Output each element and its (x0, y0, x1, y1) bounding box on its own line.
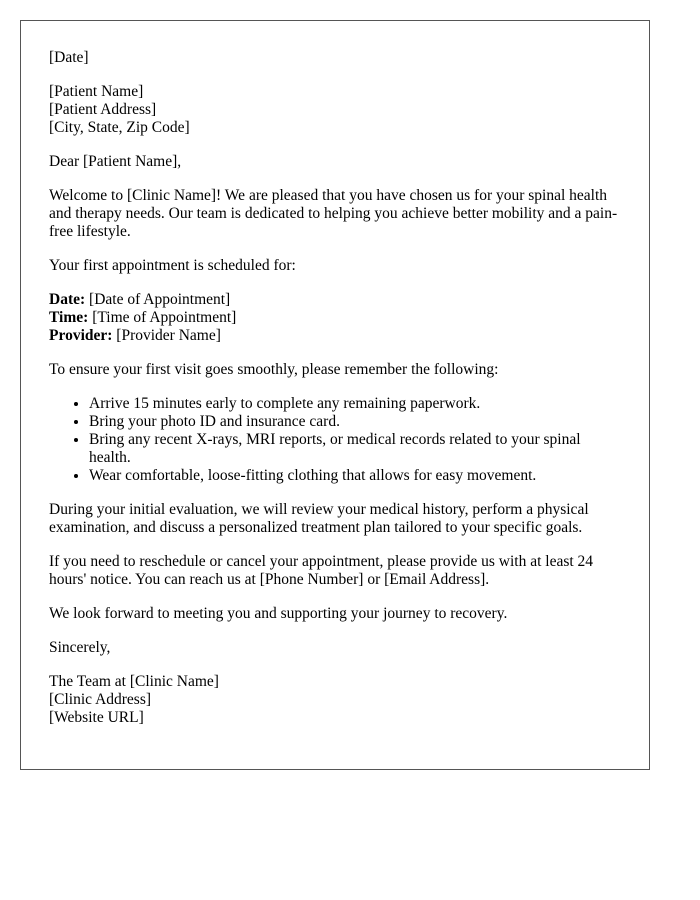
appointment-provider-value: [Provider Name] (116, 327, 221, 344)
appointment-intro: Your first appointment is scheduled for: (49, 257, 296, 274)
evaluation-paragraph: During your initial evaluation, we will review your medical history, perform a physical examination, and discuss a personalized treatment plan tailored to your specific goals. (49, 501, 589, 536)
recipient-block (49, 83, 621, 137)
reminder-item: • Bring any recent X-rays, MRI reports, or medical records related to your spinal health. (89, 431, 621, 467)
salutation: Dear [Patient Name], (49, 153, 182, 170)
signature-address: [Clinic Address] (49, 691, 152, 708)
appointment-provider-row (49, 327, 621, 345)
appointment-time-value: [Time of Appointment] (92, 309, 237, 326)
letter-body (49, 49, 621, 727)
reschedule-paragraph: If you need to reschedule or cancel your appointment, please provide us with at least 24 hours' notice. You can reach us at [Phone Number] or [Email Address]. (49, 553, 594, 588)
signature-block (49, 673, 621, 727)
appointment-date-row (49, 291, 621, 309)
recipient-name: [Patient Name] (49, 83, 144, 100)
recipient-address: [Patient Address] (49, 101, 157, 118)
reminder-item: • Arrive 15 minutes early to complete any remaining paperwork. (89, 395, 621, 413)
appointment-details (49, 291, 621, 345)
recipient-city-state-zip: [City, State, Zip Code] (49, 119, 190, 136)
appointment-time-row (49, 309, 621, 327)
reminder-item: • Bring your photo ID and insurance card. (89, 413, 621, 431)
appointment-provider-label: Provider: (49, 327, 113, 344)
appointment-date-value: [Date of Appointment] (89, 291, 231, 308)
signature-website: [Website URL] (49, 709, 144, 726)
appointment-time-label: Time: (49, 309, 89, 326)
letter-date: [Date] (49, 49, 89, 66)
appointment-date-label: Date: (49, 291, 86, 308)
signature-team: The Team at [Clinic Name] (49, 673, 219, 690)
closing-note: We look forward to meeting you and supporting your journey to recovery. (49, 605, 508, 622)
reminders-intro: To ensure your first visit goes smoothly, please remember the following: (49, 361, 499, 378)
intro-paragraph: Welcome to [Clinic Name]! We are pleased that you have chosen us for your spinal health and therapy needs. Our team is dedicated to helping you achieve better mobility and a pain-free lifestyle. (49, 187, 618, 240)
reminders-list (49, 395, 621, 485)
sign-off: Sincerely, (49, 639, 111, 656)
reminder-item: • Wear comfortable, loose-fitting clothing that allows for easy movement. (89, 467, 621, 485)
letter-page (20, 20, 650, 770)
